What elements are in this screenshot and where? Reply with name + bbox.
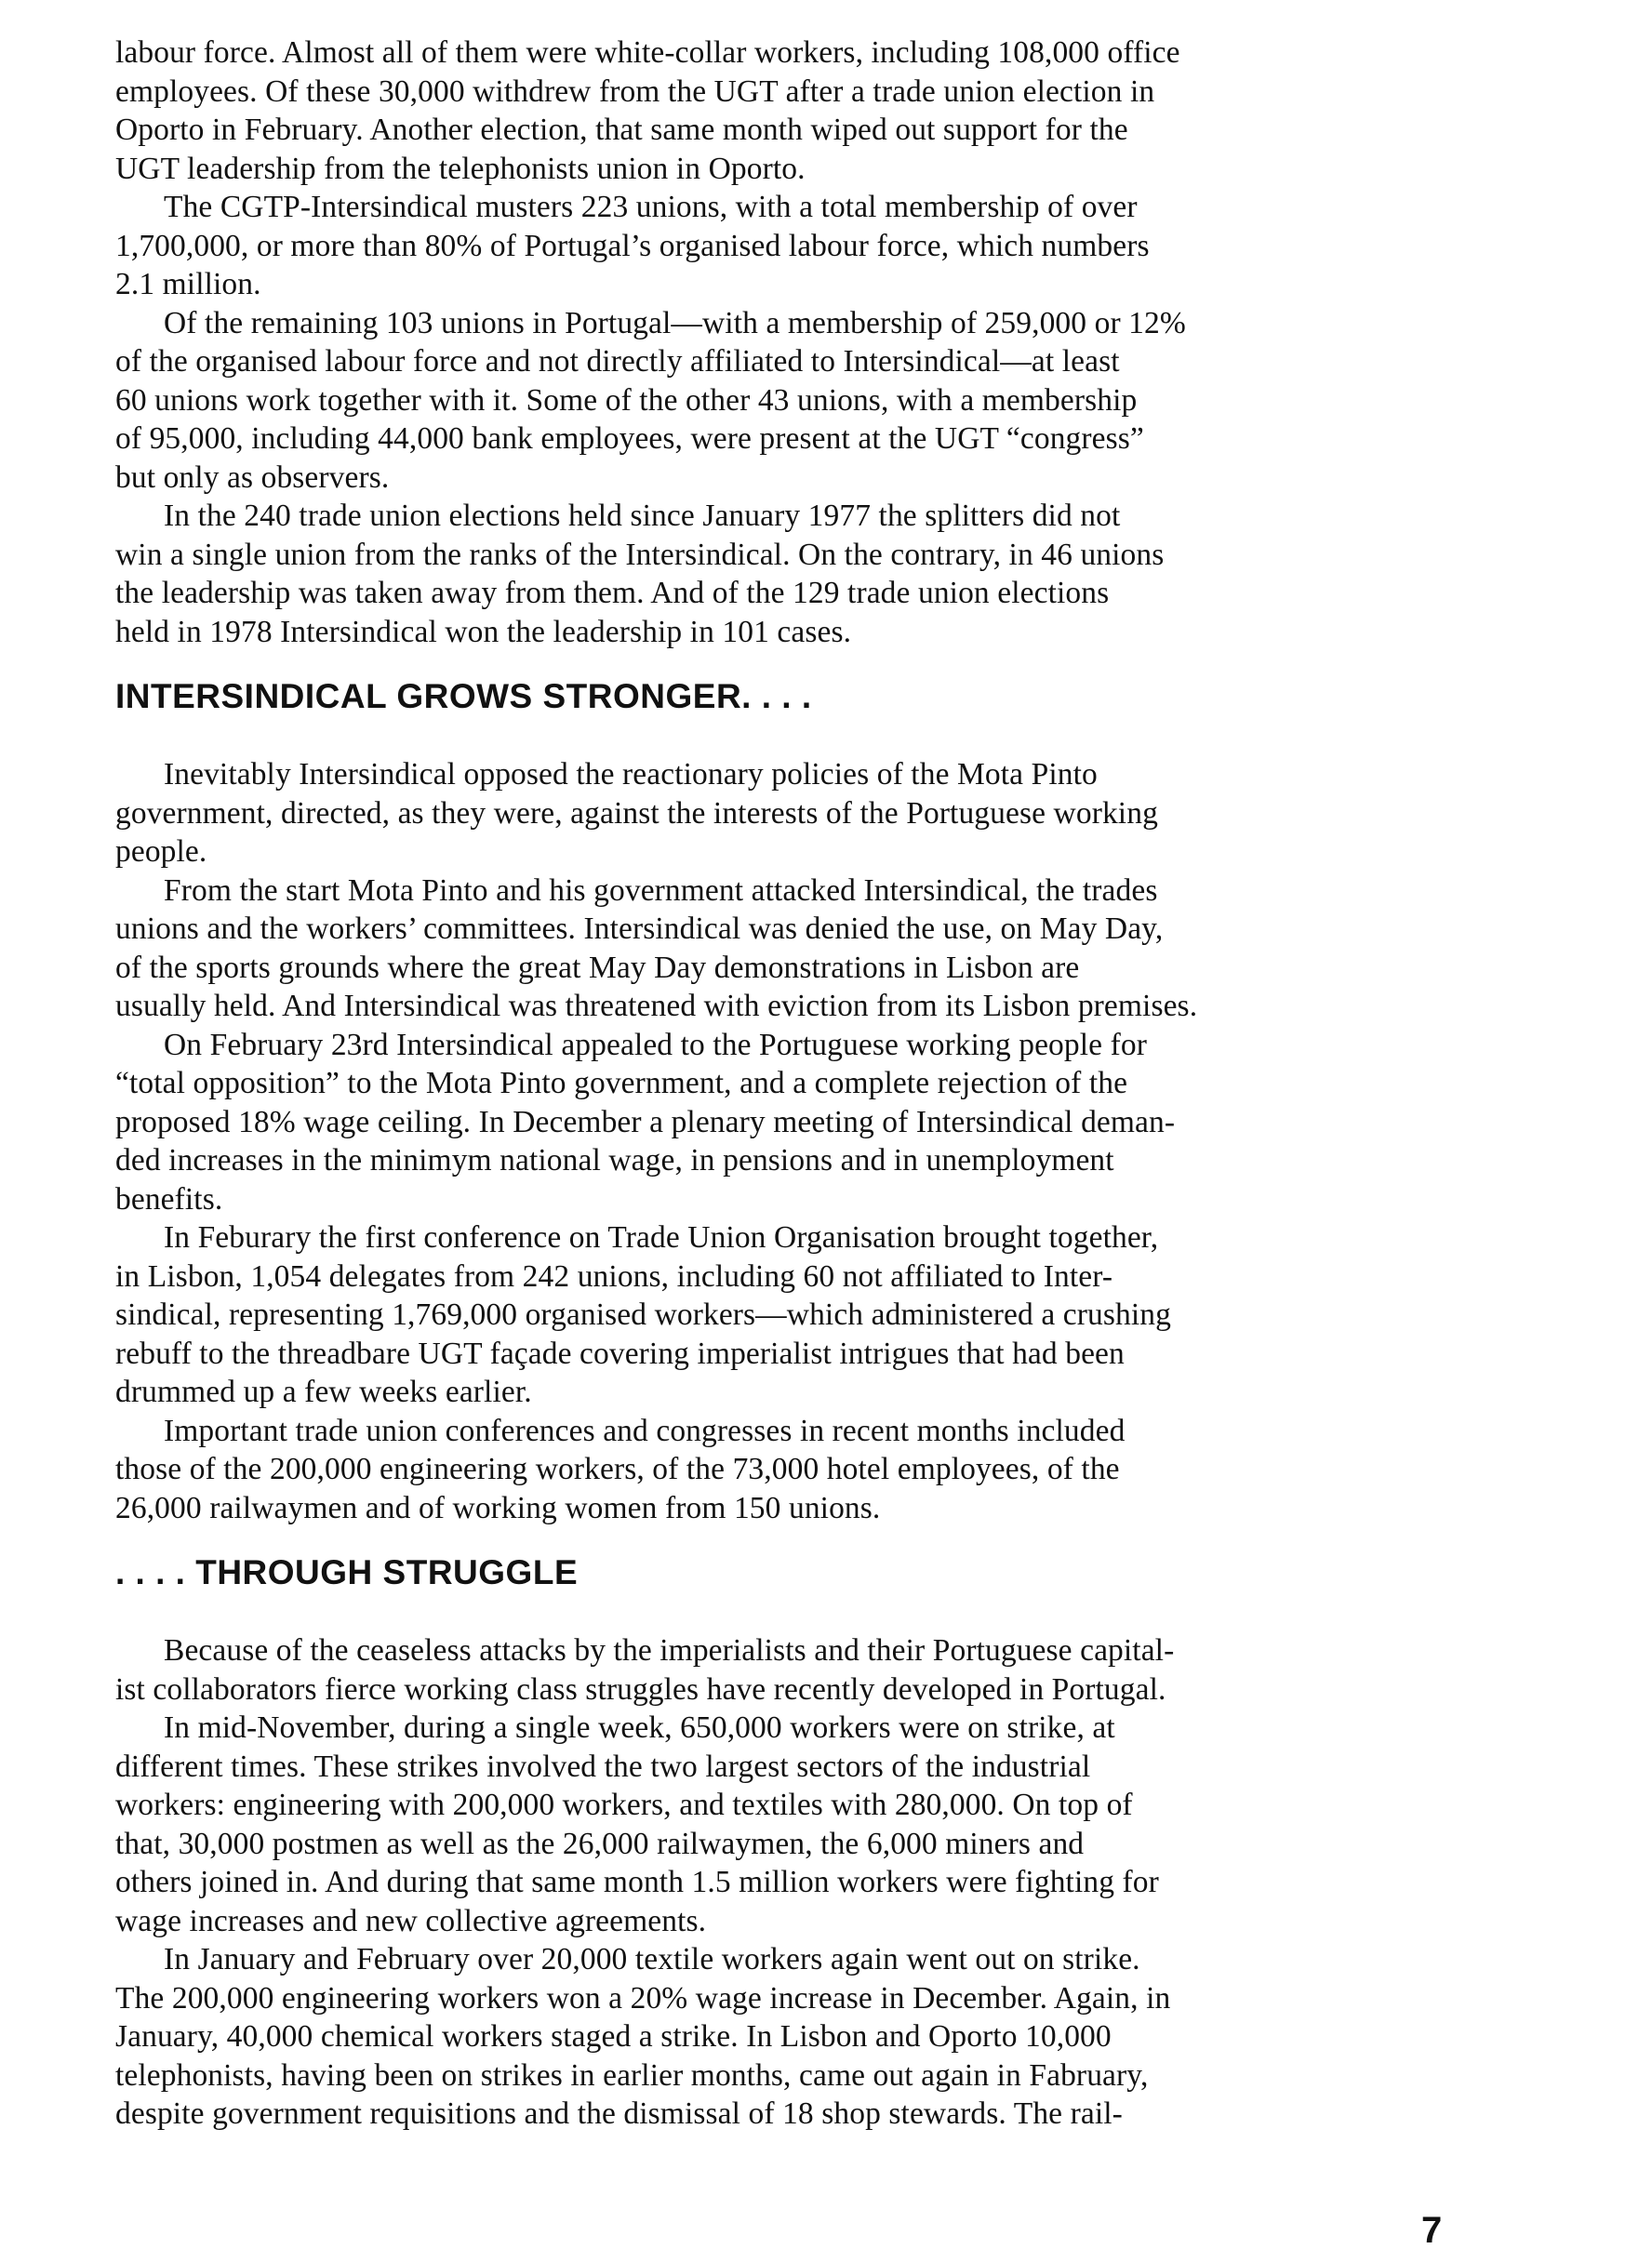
text-line: Inevitably Intersindical opposed the reactionary policies of the Mota Pinto bbox=[164, 757, 1098, 792]
text-line: usually held. And Intersindical was threatened with eviction from its Lisbon premises. bbox=[115, 989, 1198, 1023]
paragraph bbox=[115, 188, 1455, 304]
text-line: ist collaborators fierce working class struggles have recently developed in Portugal. bbox=[115, 1671, 1166, 1707]
text-line: In January and February over 20,000 textile workers again went out on strike. bbox=[164, 1942, 1140, 1976]
text-line: labour force. Almost all of them were white-collar workers, including 108,000 office bbox=[115, 35, 1180, 70]
paragraph bbox=[115, 1026, 1455, 1219]
text-line: Because of the ceaseless attacks by the imperialists and their Portuguese capital- bbox=[164, 1633, 1175, 1668]
text-line: rebuff to the threadbare UGT façade covering imperialist intrigues that had been bbox=[115, 1336, 1125, 1371]
text-line: of the sports grounds where the great May Day demonstrations in Lisbon are bbox=[115, 950, 1080, 985]
text-line: 60 unions work together with it. Some of the other 43 unions, with a membership bbox=[115, 382, 1138, 418]
text-line: The CGTP-Intersindical musters 223 unions, with a total membership of over bbox=[164, 190, 1138, 224]
text-line: unions and the workers’ committees. Intersindical was denied the use, on May Day, bbox=[115, 911, 1164, 946]
text-line: 1,700,000, or more than 80% of Portugal’s organised labour force, which numbers bbox=[115, 228, 1150, 263]
text-line: Oporto in February. Another election, that same month wiped out support for the bbox=[115, 113, 1128, 147]
paragraph bbox=[115, 33, 1455, 188]
paragraph bbox=[115, 497, 1455, 651]
text-line: of the organised labour force and not directly affiliated to Intersindical—at least bbox=[115, 344, 1120, 379]
text-line: in Lisbon, 1,054 delegates from 242 unions, including 60 not affiliated to Inter- bbox=[115, 1258, 1113, 1294]
paragraph bbox=[115, 872, 1455, 1026]
text-line: ded increases in the minimym national wage, in pensions and in unemployment bbox=[115, 1143, 1114, 1178]
paragraph bbox=[115, 755, 1455, 872]
paragraph bbox=[115, 1218, 1455, 1412]
text-line: different times. These strikes involved the two largest sectors of the industrial bbox=[115, 1749, 1091, 1784]
text-line: government, directed, as they were, against the interests of the Portuguese working bbox=[115, 795, 1158, 831]
text-line: workers: engineering with 200,000 workers, and textiles with 280,000. On top of bbox=[115, 1788, 1133, 1822]
text-line: UGT leadership from the telephonists union in Oporto. bbox=[115, 151, 806, 186]
intro-section bbox=[115, 33, 1455, 651]
text-line: drummed up a few weeks earlier. bbox=[115, 1375, 532, 1409]
text-line: win a single union from the ranks of the Intersindical. On the contrary, in 46 unions bbox=[115, 537, 1165, 572]
text-line: From the start Mota Pinto and his government attacked Intersindical, the trades bbox=[164, 872, 1158, 908]
text-line: January, 40,000 chemical workers staged a strike. In Lisbon and Oporto 10,000 bbox=[115, 2019, 1112, 2054]
text-line: people. bbox=[115, 834, 207, 869]
text-line: employees. Of these 30,000 withdrew from the UGT after a trade union election in bbox=[115, 73, 1155, 109]
text-line: The 200,000 engineering workers won a 20% wage increase in December. Again, in bbox=[115, 1980, 1171, 2016]
text-line: In Feburary the first conference on Trade Union Organisation brought together, bbox=[164, 1220, 1159, 1255]
paragraph bbox=[115, 1940, 1455, 2134]
text-line: the leadership was taken away from them. And of the 129 trade union elections bbox=[115, 576, 1110, 610]
through-struggle-section bbox=[115, 1631, 1455, 2134]
text-line: others joined in. And during that same month 1.5 million workers were fighting for bbox=[115, 1865, 1159, 1899]
text-line: 26,000 railwaymen and of working women from 150 unions. bbox=[115, 1490, 881, 1525]
section-heading-through-struggle: . . . . THROUGH STRUGGLE bbox=[115, 1553, 579, 1591]
text-line: Of the remaining 103 unions in Portugal—with a membership of 259,000 or 12% bbox=[164, 305, 1186, 340]
text-line: On February 23rd Intersindical appealed to the Portuguese working people for bbox=[164, 1027, 1147, 1062]
text-line: but only as observers. bbox=[115, 459, 390, 495]
text-line: that, 30,000 postmen as well as the 26,000 railwaymen, the 6,000 miners and bbox=[115, 1826, 1085, 1861]
text-line: telephonists, having been on strikes in earlier months, came out again in Fabruary, bbox=[115, 2057, 1149, 2093]
text-line: held in 1978 Intersindical won the leadership in 101 cases. bbox=[115, 614, 852, 649]
text-line: those of the 200,000 engineering workers, of the 73,000 hotel employees, of the bbox=[115, 1452, 1120, 1486]
paragraph bbox=[115, 1631, 1455, 1709]
text-line: Important trade union conferences and congresses in recent months included bbox=[164, 1413, 1126, 1448]
text-line: proposed 18% wage ceiling. In December a plenary meeting of Intersindical deman- bbox=[115, 1104, 1176, 1139]
paragraph bbox=[115, 1709, 1455, 1940]
paragraph bbox=[115, 304, 1455, 498]
text-line: benefits. bbox=[115, 1181, 223, 1217]
section-heading-grows-stronger: INTERSINDICAL GROWS STRONGER. . . . bbox=[115, 677, 812, 715]
text-line: despite government requisitions and the dismissal of 18 shop stewards. The rail- bbox=[115, 2096, 1123, 2131]
text-line: sindical, representing 1,769,000 organised workers—which administered a crushing bbox=[115, 1297, 1171, 1332]
text-line: In the 240 trade union elections held since January 1977 the splitters did not bbox=[164, 499, 1121, 533]
text-line: of 95,000, including 44,000 bank employees, were present at the UGT “congress” bbox=[115, 421, 1144, 456]
text-line: “total opposition” to the Mota Pinto government, and a complete rejection of the bbox=[115, 1066, 1128, 1100]
grows-stronger-section bbox=[115, 755, 1455, 1527]
page-number: 7 bbox=[1421, 2210, 1443, 2251]
text-line: wage increases and new collective agreements. bbox=[115, 1903, 707, 1938]
document-page bbox=[115, 33, 1455, 2134]
text-line: In mid-November, during a single week, 650,000 workers were on strike, at bbox=[164, 1710, 1115, 1745]
paragraph bbox=[115, 1412, 1455, 1528]
text-line: 2.1 million. bbox=[115, 267, 261, 301]
